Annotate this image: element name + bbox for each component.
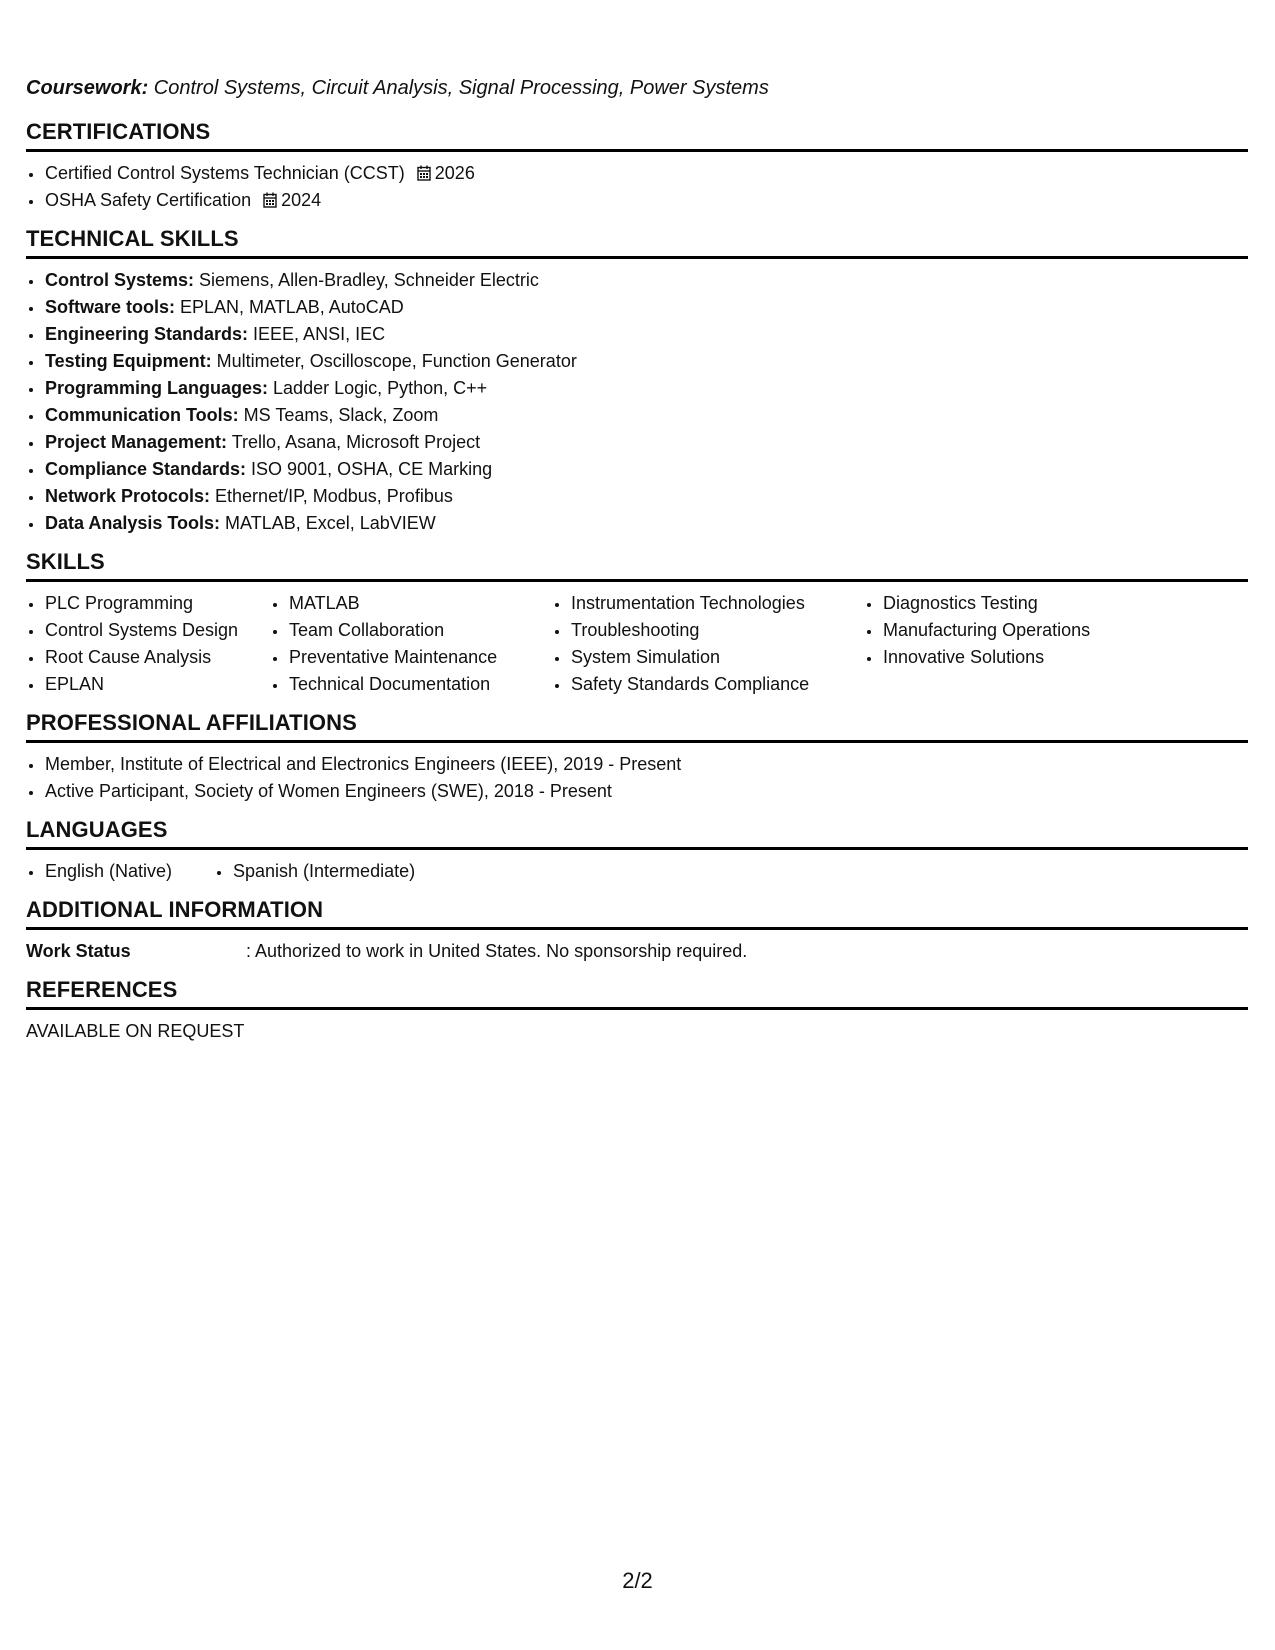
skill-category: Software tools: bbox=[45, 297, 176, 317]
technical-skill-item bbox=[44, 483, 1248, 510]
skill-category: Programming Languages: bbox=[45, 378, 269, 398]
skill-item: • Troubleshooting bbox=[570, 617, 864, 644]
skills-column bbox=[26, 590, 270, 698]
coursework-label: Coursework: bbox=[26, 77, 149, 99]
skill-item: • Team Collaboration bbox=[288, 617, 552, 644]
affiliations-list bbox=[26, 751, 1248, 805]
technical-skill-item bbox=[44, 321, 1248, 348]
references-heading: REFERENCES bbox=[26, 977, 1248, 1010]
skill-category: Compliance Standards: bbox=[45, 459, 247, 479]
skill-item: • PLC Programming bbox=[44, 590, 270, 617]
languages-heading: LANGUAGES bbox=[26, 817, 1248, 850]
skill-category: Engineering Standards: bbox=[45, 324, 249, 344]
skill-item: • Root Cause Analysis bbox=[44, 644, 270, 671]
skill-values: Trello, Asana, Microsoft Project bbox=[227, 432, 481, 452]
skill-item: • System Simulation bbox=[570, 644, 864, 671]
certification-year: 2026 bbox=[434, 163, 475, 183]
affiliations-heading: PROFESSIONAL AFFILIATIONS bbox=[26, 710, 1248, 743]
skills-grid bbox=[26, 590, 1248, 698]
skill-category: Network Protocols: bbox=[45, 486, 211, 506]
work-status-row bbox=[26, 938, 1248, 965]
skill-category: Testing Equipment: bbox=[45, 351, 212, 371]
skill-values: IEEE, ANSI, IEC bbox=[248, 324, 386, 344]
coursework-line bbox=[26, 76, 1248, 100]
skill-category: Communication Tools: bbox=[45, 405, 239, 425]
additional-info-heading: ADDITIONAL INFORMATION bbox=[26, 897, 1248, 930]
technical-skill-item bbox=[44, 267, 1248, 294]
skill-values: EPLAN, MATLAB, AutoCAD bbox=[175, 297, 404, 317]
technical-skills-section bbox=[26, 226, 1248, 537]
skills-section bbox=[26, 549, 1248, 698]
work-status-label: Work Status bbox=[26, 941, 131, 961]
skill-values: Ethernet/IP, Modbus, Profibus bbox=[210, 486, 453, 506]
skill-item: • Control Systems Design bbox=[44, 617, 270, 644]
skill-values: ISO 9001, OSHA, CE Marking bbox=[246, 459, 493, 479]
skills-heading: SKILLS bbox=[26, 549, 1248, 582]
language-item: • Spanish (Intermediate) bbox=[232, 858, 415, 885]
certifications-heading: CERTIFICATIONS bbox=[26, 119, 1248, 152]
certification-item bbox=[44, 187, 1248, 214]
language-item: • English (Native) bbox=[44, 858, 214, 885]
skill-category: Data Analysis Tools: bbox=[45, 513, 221, 533]
skill-values: MS Teams, Slack, Zoom bbox=[238, 405, 439, 425]
skill-values: MATLAB, Excel, LabVIEW bbox=[220, 513, 436, 533]
skill-values: Multimeter, Oscilloscope, Function Generator bbox=[211, 351, 577, 371]
skill-category: Project Management: bbox=[45, 432, 228, 452]
technical-skill-item bbox=[44, 456, 1248, 483]
technical-skill-item bbox=[44, 375, 1248, 402]
technical-skills-list bbox=[26, 267, 1248, 537]
technical-skill-item bbox=[44, 294, 1248, 321]
languages-column bbox=[214, 858, 415, 885]
page-number: 2/2 bbox=[622, 1568, 653, 1593]
technical-skill-item bbox=[44, 402, 1248, 429]
skill-item: • Manufacturing Operations bbox=[882, 617, 1142, 644]
skill-item: • Diagnostics Testing bbox=[882, 590, 1142, 617]
skill-category: Control Systems: bbox=[45, 270, 195, 290]
technical-skills-heading: TECHNICAL SKILLS bbox=[26, 226, 1248, 259]
skills-column bbox=[270, 590, 552, 698]
skill-item: • Safety Standards Compliance bbox=[570, 671, 864, 698]
languages-row bbox=[26, 858, 1248, 885]
skill-values: Siemens, Allen-Bradley, Schneider Electric bbox=[194, 270, 539, 290]
skill-item: • EPLAN bbox=[44, 671, 270, 698]
resume-page bbox=[26, 76, 1248, 1057]
certification-name: Certified Control Systems Technician (CCST) bbox=[45, 163, 405, 183]
references-text: AVAILABLE ON REQUEST bbox=[26, 1021, 245, 1041]
calendar-icon bbox=[263, 189, 277, 205]
work-status-value: : Authorized to work in United States. No sponsorship required. bbox=[246, 941, 748, 961]
skill-item: • Innovative Solutions bbox=[882, 644, 1142, 671]
skills-column bbox=[552, 590, 864, 698]
skill-item: • Technical Documentation bbox=[288, 671, 552, 698]
coursework-text: Control Systems, Circuit Analysis, Signal Processing, Power Systems bbox=[148, 77, 769, 99]
skills-column bbox=[864, 590, 1142, 698]
languages-section bbox=[26, 817, 1248, 885]
certification-name: OSHA Safety Certification bbox=[45, 190, 252, 210]
skill-item: • Preventative Maintenance bbox=[288, 644, 552, 671]
additional-info-section bbox=[26, 897, 1248, 965]
certification-year: 2024 bbox=[281, 190, 322, 210]
languages-column bbox=[26, 858, 214, 885]
technical-skill-item bbox=[44, 429, 1248, 456]
affiliation-item: • Member, Institute of Electrical and Electronics Engineers (IEEE), 2019 - Present bbox=[44, 751, 1248, 778]
certifications-section bbox=[26, 119, 1248, 214]
skill-values: Ladder Logic, Python, C++ bbox=[268, 378, 488, 398]
references-section bbox=[26, 977, 1248, 1045]
skill-item: • MATLAB bbox=[288, 590, 552, 617]
certification-item bbox=[44, 160, 1248, 187]
affiliations-section bbox=[26, 710, 1248, 805]
technical-skill-item bbox=[44, 510, 1248, 537]
calendar-icon bbox=[417, 162, 431, 178]
technical-skill-item bbox=[44, 348, 1248, 375]
skill-item: • Instrumentation Technologies bbox=[570, 590, 864, 617]
affiliation-item: • Active Participant, Society of Women Engineers (SWE), 2018 - Present bbox=[44, 778, 1248, 805]
certifications-list bbox=[26, 160, 1248, 214]
